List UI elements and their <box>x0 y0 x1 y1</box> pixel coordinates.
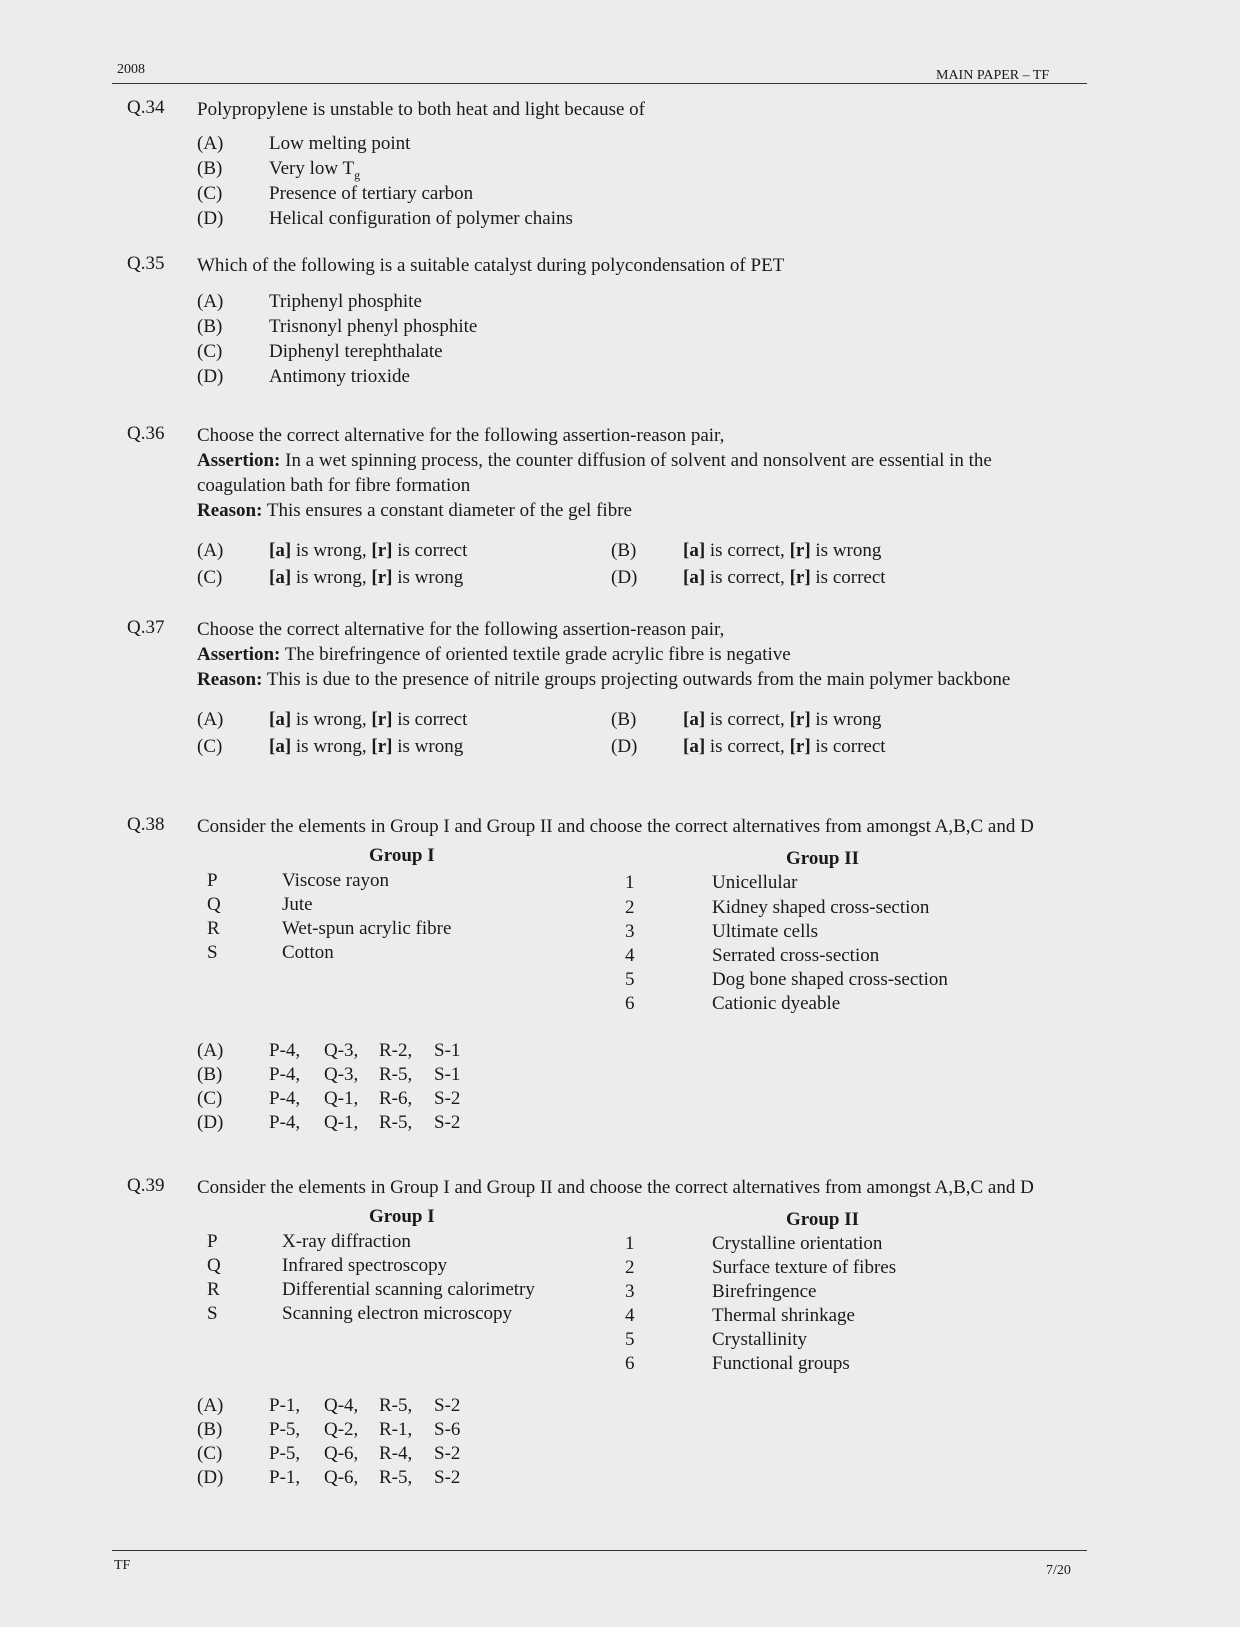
option: (A) P-4, Q-3, R-2, S-1 <box>197 1040 461 1061</box>
option-label: (B) <box>611 709 637 730</box>
group-1-item: R Differential scanning calorimetry <box>207 1279 535 1300</box>
question-39 <box>127 1175 1077 1490</box>
question-number: Q.34 <box>127 97 165 118</box>
option-label: (A) <box>197 540 224 561</box>
header-rule <box>112 83 1087 84</box>
option-text: [a] is wrong, [r] is correct <box>269 709 468 730</box>
option: (D) P-4, Q-1, R-5, S-2 <box>197 1112 461 1133</box>
option-label: (D) <box>611 736 638 757</box>
group-2-item: 3 Ultimate cells <box>625 921 819 942</box>
option-text: [a] is correct, [r] is wrong <box>683 709 882 730</box>
option: (C) P-4, Q-1, R-6, S-2 <box>197 1088 461 1109</box>
option: (D) Antimony trioxide <box>197 366 410 387</box>
matching-groups <box>197 1206 1077 1374</box>
question-text: Which of the following is a suitable catalyst during polycondensation of PET <box>197 255 785 276</box>
question-number: Q.38 <box>127 814 165 835</box>
footer-rule <box>112 1550 1087 1551</box>
option-text: [a] is wrong, [r] is wrong <box>269 736 464 757</box>
group-1-item: Q Infrared spectroscopy <box>207 1255 448 1276</box>
footer-code: TF <box>114 1558 131 1573</box>
option-label: (C) <box>197 567 223 588</box>
header-year: 2008 <box>117 62 145 77</box>
group-1-item: S Scanning electron microscopy <box>207 1303 513 1324</box>
option-text: [a] is correct, [r] is correct <box>683 736 886 757</box>
option: (C) Presence of tertiary carbon <box>197 183 474 204</box>
question-38 <box>127 814 1077 1135</box>
group-2-item: 3 Birefringence <box>625 1281 817 1302</box>
group-1-item: S Cotton <box>207 942 334 963</box>
question-34 <box>127 97 1077 231</box>
option-text: [a] is wrong, [r] is correct <box>269 540 468 561</box>
group-2-item: 1 Crystalline orientation <box>625 1233 883 1254</box>
option-label: (C) <box>197 736 223 757</box>
group-1-item: Q Jute <box>207 894 313 915</box>
group-1-item: P X-ray diffraction <box>207 1231 411 1252</box>
header-paper: MAIN PAPER – TF <box>936 68 1050 83</box>
question-text: Choose the correct alternative for the following assertion-reason pair, <box>197 425 725 446</box>
question-number: Q.39 <box>127 1175 165 1196</box>
option: (B) Very low $T_g$ <box>197 158 361 182</box>
question-number: Q.35 <box>127 253 165 274</box>
reason-text: Reason: This ensures a constant diameter of the gel fibre <box>197 500 632 521</box>
group-2-item: 4 Serrated cross-section <box>625 945 880 966</box>
option-label: (B) <box>611 540 637 561</box>
group-2-item: 5 Crystallinity <box>625 1329 807 1350</box>
question-text: Choose the correct alternative for the following assertion-reason pair, <box>197 619 725 640</box>
group-2-heading: Group II <box>786 848 860 869</box>
group-1-heading: Group I <box>369 845 435 866</box>
assertion-text: Assertion: The birefringence of oriented textile grade acrylic fibre is negative <box>197 644 791 665</box>
option: (C) P-5, Q-6, R-4, S-2 <box>197 1443 461 1464</box>
option-text: [a] is wrong, [r] is wrong <box>269 567 464 588</box>
option: (A) Triphenyl phosphite <box>197 291 422 312</box>
group-2-item: 2 Kidney shaped cross-section <box>625 897 930 918</box>
question-text: Consider the elements in Group I and Group II and choose the correct alternatives from amongst A,B,C and D <box>197 816 1034 837</box>
option-text: [a] is correct, [r] is wrong <box>683 540 882 561</box>
option: (C) Diphenyl terephthalate <box>197 341 443 362</box>
group-1-item: P Viscose rayon <box>207 870 390 891</box>
assertion-text: Assertion: In a wet spinning process, the counter diffusion of solvent and nonsolvent are essential in the coagulation bath for fibre formation <box>197 450 992 496</box>
group-2-item: 4 Thermal shrinkage <box>625 1305 855 1326</box>
option: (D) P-1, Q-6, R-5, S-2 <box>197 1467 461 1488</box>
option: (A) Low melting point <box>197 133 411 154</box>
option-label: (A) <box>197 709 224 730</box>
group-2-item: 1 Unicellular <box>625 872 798 893</box>
question-36 <box>127 423 1077 591</box>
question-37 <box>127 617 1077 760</box>
reason-text: Reason: This is due to the presence of nitrile groups projecting outwards from the main polymer backbone <box>197 669 1011 690</box>
group-2-heading: Group II <box>786 1209 860 1230</box>
group-2-item: 2 Surface texture of fibres <box>625 1257 897 1278</box>
group-2-item: 6 Functional groups <box>625 1353 850 1374</box>
group-2-item: 5 Dog bone shaped cross-section <box>625 969 948 990</box>
footer-page-number: 7/20 <box>1046 1563 1071 1578</box>
group-2-item: 6 Cationic dyeable <box>625 993 841 1014</box>
question-text: Polypropylene is unstable to both heat and light because of <box>197 99 645 120</box>
option: (D) Helical configuration of polymer chains <box>197 208 573 229</box>
group-1-item: R Wet-spun acrylic fibre <box>207 918 452 939</box>
question-text: Consider the elements in Group I and Group II and choose the correct alternatives from amongst A,B,C and D <box>197 1177 1034 1198</box>
matching-groups <box>197 845 1077 1014</box>
question-number: Q.37 <box>127 617 165 638</box>
option: (B) P-4, Q-3, R-5, S-1 <box>197 1064 461 1085</box>
option: (A) P-1, Q-4, R-5, S-2 <box>197 1395 461 1416</box>
option: (B) P-5, Q-2, R-1, S-6 <box>197 1419 461 1440</box>
option: (B) Trisnonyl phenyl phosphite <box>197 316 478 337</box>
option-label: (D) <box>611 567 638 588</box>
question-number: Q.36 <box>127 423 165 444</box>
question-35 <box>127 253 1077 389</box>
option-text: [a] is correct, [r] is correct <box>683 567 886 588</box>
group-1-heading: Group I <box>369 1206 435 1227</box>
